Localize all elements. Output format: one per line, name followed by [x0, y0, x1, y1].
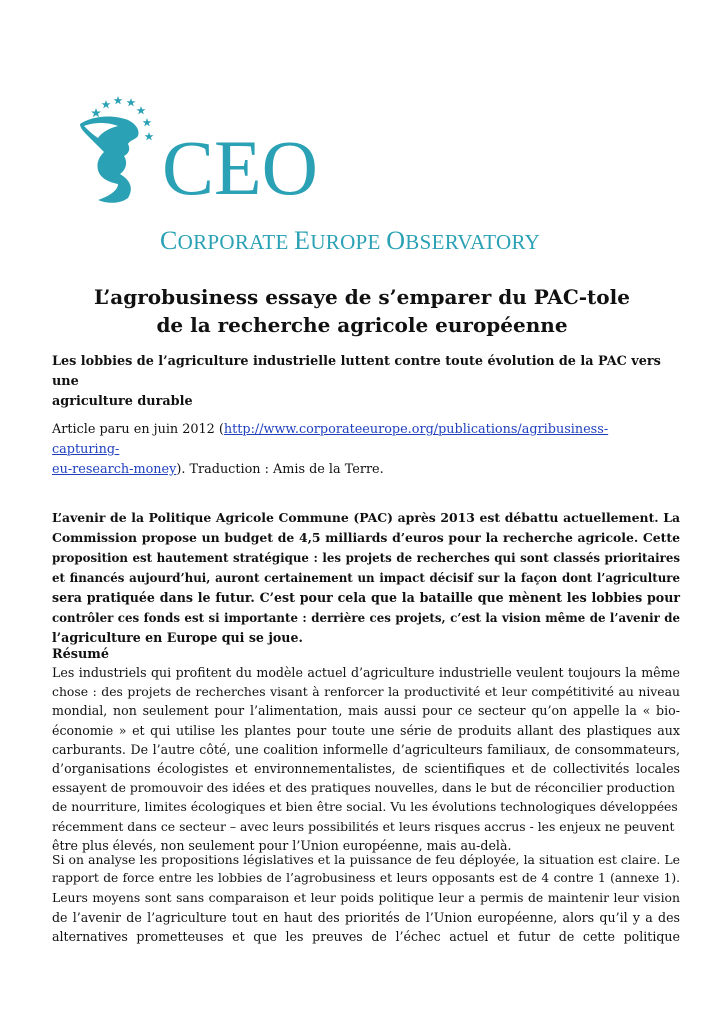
body-line: d’organisations écologistes et environnementalistes, de scientifiques et de collectivités locales — [52, 761, 680, 777]
body-line: économie » et qui utilise les plantes pour toute une série de produits allant des plastiques aux — [52, 722, 680, 738]
intro-line: proposition est hautement stratégique : les projets de recherches qui sont classés prioritaires — [52, 551, 680, 565]
body-line: alternatives prometteuses et que les preuves de l’échec actuel et futur de cette politique — [52, 928, 680, 944]
body-line: mondial, non seulement pour l’alimentation, mais aussi pour ce secteur qu’on appelle la « bio- — [52, 703, 680, 719]
body-line: être plus élevés, non seulement pour l’Union européenne, mais au-delà. — [52, 837, 512, 853]
body-line: Si on analyse les propositions législatives et la puissance de feu déployée, la situation est claire. Le — [52, 852, 680, 867]
body-line: de nourriture, limites écologiques et bien être social. Vu les évolutions technologiques développées — [52, 799, 678, 815]
intro-paragraph — [52, 508, 680, 648]
source-prefix: Article paru en juin 2012 ( — [52, 422, 224, 437]
source-link-part-1[interactable]: http://www.corporateeurope.org/publications/agribusiness-capturing- — [52, 422, 609, 457]
body-line: chose : des projets de recherches visant à renforcer la productivité et leur compétitivité au niveau — [52, 684, 680, 700]
intro-line: contrôler ces fonds est si importante : derrière ces projets, c’est la vision même de l’avenir de — [52, 611, 680, 625]
body-line: essayent de promouvoir des idées et des pratiques nouvelles, dans le but de réconcilier production — [52, 780, 675, 796]
body-line: rapport de force entre les lobbies de l’agrobusiness et leurs opposants est de 4 contre 1 (annexe 1). — [52, 871, 680, 886]
body-line: Les industriels qui profitent du modèle actuel d’agriculture industrielle veulent toujours la même — [52, 665, 680, 680]
source-link-part-2[interactable]: eu-research-money — [52, 462, 177, 477]
body-paragraph-1 — [52, 663, 680, 855]
ceo-logo-emblem-icon — [78, 94, 328, 206]
body-line: de l’avenir de l’agriculture tout en haut des priorités de l’Union européenne, alors qu’il y a des — [52, 909, 680, 925]
intro-line: L’avenir de la Politique Agricole Commune (PAC) après 2013 est débattu actuellement. La — [52, 510, 680, 525]
subtitle-line-1: Les lobbies de l’agriculture industrielle luttent contre toute évolution de la PAC vers une — [52, 354, 661, 389]
title-line-1: L’agrobusiness essaye de s’emparer du PAC-tole — [94, 285, 630, 309]
source-note — [52, 420, 672, 480]
intro-line: Commission propose un budget de 4,5 milliards d’euros pour la recherche agricole. Cette — [52, 530, 680, 545]
article-subtitle — [52, 352, 672, 412]
intro-line: et financés aujourd’hui, auront certainement un impact décisif sur la façon dont l’agriculture — [52, 571, 680, 585]
body-line: carburants. De l’autre côté, une coalition informelle d’agriculteurs familiaux, de consommateurs, — [52, 741, 680, 757]
body-paragraph-2 — [52, 850, 680, 946]
section-heading-resume: Résumé — [52, 647, 109, 662]
body-line: Leurs moyens sont sans comparaison et leur poids politique leur a permis de maintenir leur vision — [52, 890, 680, 906]
intro-line: sera pratiquée dans le futur. C’est pour cela que la bataille que mènent les lobbies pour — [52, 590, 680, 605]
article-title — [52, 283, 672, 339]
logo-wordmark: CEO — [162, 124, 318, 206]
source-suffix: ). Traduction : Amis de la Terre. — [176, 462, 384, 477]
ceo-logo — [78, 94, 328, 206]
body-line: récemment dans ce secteur – avec leurs possibilités et leurs risques accrus - les enjeux ne peuvent — [52, 818, 675, 834]
organization-name: CORPORATE EUROPE OBSERVATORY — [160, 226, 541, 255]
title-line-2: de la recherche agricole européenne — [156, 313, 568, 337]
subtitle-line-2: agriculture durable — [52, 394, 193, 409]
intro-line: l’agriculture en Europe qui se joue. — [52, 630, 303, 645]
